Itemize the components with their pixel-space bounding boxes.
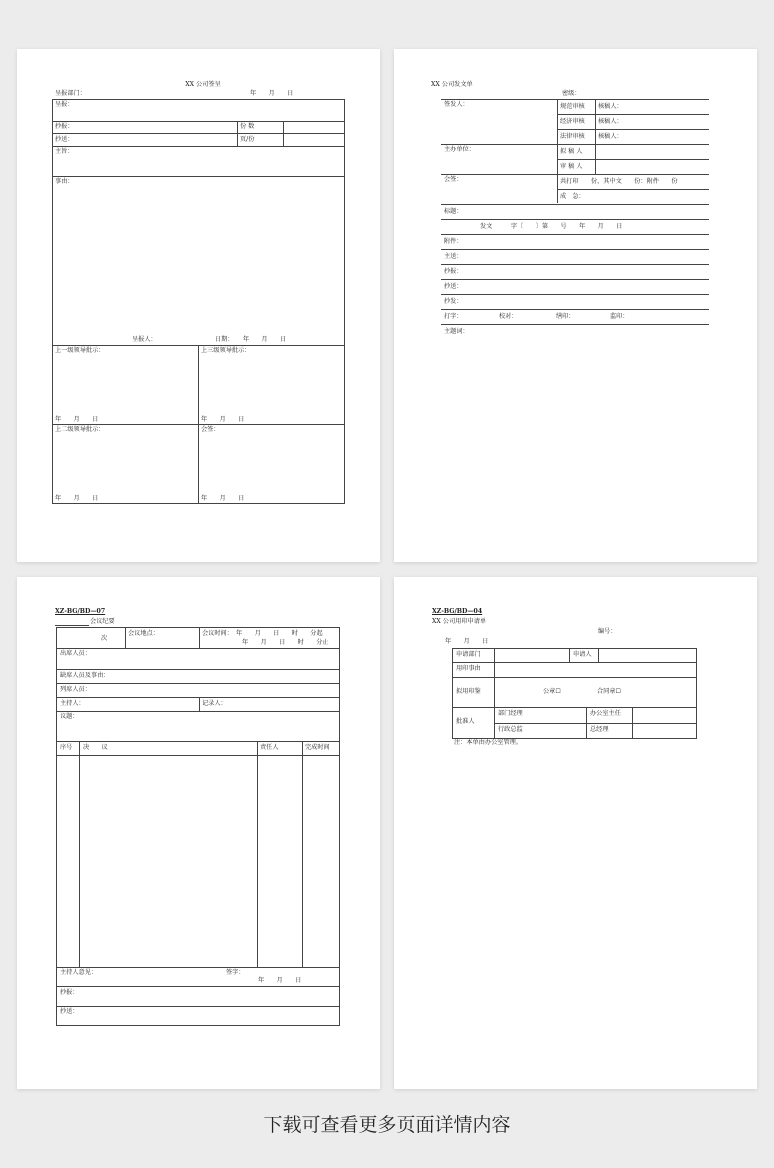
divider [557, 129, 709, 130]
divider [557, 159, 709, 160]
divider [56, 755, 340, 756]
level2-label: 上二级领导批示： [55, 426, 105, 433]
divider [257, 741, 258, 967]
checker-label: 核稿人： [598, 118, 623, 125]
divider [441, 204, 709, 205]
form-page-dispatch [394, 49, 757, 562]
divider [595, 145, 596, 175]
dept-label: 申请部门 [456, 651, 481, 658]
company-seal-option: 公章☐ [543, 688, 561, 695]
divider [441, 99, 709, 100]
legal-review-label: 法律审核 [560, 133, 585, 140]
divider [586, 707, 587, 739]
host-unit-label: 主办单位： [444, 146, 475, 153]
date-line: 年 月 日 [201, 495, 245, 502]
divider [56, 669, 340, 670]
date-line: 年 月 日 [55, 495, 99, 502]
agenda-label: 议题： [60, 713, 79, 720]
report-label: 呈报： [55, 101, 74, 108]
date-line: 年 月 日 [445, 638, 489, 645]
host-opinion-label: 主持人意见： [60, 969, 98, 976]
divider [56, 711, 340, 712]
divider [441, 279, 709, 280]
observers-label: 列席人员： [60, 686, 91, 693]
times-label: 次 [101, 635, 108, 642]
pages-label: 页/份 [240, 136, 255, 143]
checker-label: 核稿人： [598, 133, 623, 140]
sign-date-label: 日期： 年 月 日 [215, 336, 287, 343]
admin-director-label: 行政总监 [498, 726, 523, 733]
divider [52, 146, 345, 147]
divider [441, 324, 709, 325]
col-header-resolution: 决 议 [83, 744, 108, 751]
divider [441, 309, 709, 310]
doc-number-label: 发文 字〔 〕第 号 年 月 日 [480, 223, 623, 230]
divider [557, 189, 709, 190]
col-header-no: 序号 [60, 744, 73, 751]
divider [199, 697, 200, 711]
office-director-label: 办公室主任 [590, 710, 621, 717]
col-header-deadline: 完成时间 [305, 744, 330, 751]
proof-label: 校对： [499, 313, 518, 320]
divider [302, 741, 303, 967]
cc-report-label: 抄报： [444, 268, 463, 275]
dept-manager-label: 部门经理 [498, 710, 523, 717]
divider [441, 219, 709, 220]
general-manager-label: 总经理 [590, 726, 609, 733]
host-label: 主持人： [60, 700, 85, 707]
attendees-label: 出席人员： [60, 650, 91, 657]
divider [79, 741, 80, 967]
note-text: 注：本单由办公室管理。 [454, 739, 523, 746]
typist-label: 打字： [444, 313, 463, 320]
applicant-label: 申请人 [573, 651, 592, 658]
divider [56, 648, 340, 649]
divider [52, 176, 345, 177]
divider [56, 1006, 340, 1007]
divider [557, 114, 709, 115]
divider [494, 723, 697, 724]
seal-print-label: 缮印： [556, 313, 575, 320]
time-end-label: 年 月 日 时 分止 [242, 639, 329, 646]
approver-label: 批准人 [456, 718, 475, 725]
divider [283, 121, 284, 146]
divider [598, 648, 599, 662]
col-header-owner: 责任人 [260, 744, 279, 751]
norm-review-label: 规范审核 [560, 103, 585, 110]
contract-seal-option: 合同章☐ [597, 688, 622, 695]
sign-label: 签字： [226, 969, 245, 976]
divider [441, 144, 709, 145]
blank-line [55, 625, 89, 626]
divider [441, 234, 709, 235]
subject-label: 主旨： [55, 148, 74, 155]
cc-report-label: 抄报： [60, 989, 79, 996]
date-line: 年 月 日 [258, 977, 302, 984]
level3-label: 上三级领导批示： [201, 347, 251, 354]
keywords-label: 主题词： [444, 328, 469, 335]
print-count-label: 共打印 份，其中文 份：附件 份 [560, 178, 678, 185]
seal-type-label: 拟用印鉴 [456, 688, 481, 695]
doc-title-label: 标题： [444, 208, 463, 215]
divider [569, 648, 570, 662]
countersign-label: 会签： [444, 176, 463, 183]
form-page-meeting-minutes [17, 577, 380, 1089]
send-label: 抄送： [55, 136, 74, 143]
form-title: 会议纪要 [90, 618, 115, 625]
absent-label: 缺席人员及事由： [60, 672, 110, 679]
divider [52, 133, 345, 134]
form-page-sign-report [17, 49, 380, 562]
finalize-label: 成 急： [560, 193, 585, 200]
copies-label: 份 数 [240, 123, 255, 130]
divider [595, 99, 596, 144]
purpose-label: 用印事由 [456, 665, 481, 672]
date-label: 年 月 日 [250, 90, 294, 97]
number-label: 编号： [598, 628, 617, 635]
divider [199, 627, 200, 648]
divider [632, 707, 633, 739]
form-code: XZ-BG/BD—07 [55, 608, 106, 615]
form-title: XX 公司发文单 [431, 81, 473, 88]
dept-label: 呈报部门： [55, 90, 86, 97]
date-line: 年 月 日 [201, 416, 245, 423]
form-page-seal-application [394, 577, 757, 1089]
issuer-label: 签发人： [444, 101, 469, 108]
divider [452, 677, 697, 678]
matter-label: 事由： [55, 178, 74, 185]
divider [56, 683, 340, 684]
econ-review-label: 经济审核 [560, 118, 585, 125]
divider [56, 741, 340, 742]
form-title: XX 公司签呈 [185, 81, 221, 88]
divider [52, 121, 345, 122]
divider [56, 986, 340, 987]
reviewer-label: 审 稿 人 [560, 163, 583, 170]
time-start-label: 会议时间： 年 月 日 时 分起 [202, 630, 323, 637]
form-code: XZ-BG/BD—04 [432, 608, 483, 615]
divider [56, 967, 340, 968]
checker-label: 核稿人： [598, 103, 623, 110]
divider [441, 294, 709, 295]
divider [441, 249, 709, 250]
divider [441, 264, 709, 265]
divider [56, 697, 340, 698]
footer-caption: 下载可查看更多页面详情内容 [263, 1114, 511, 1136]
cc-label: 抄报： [55, 123, 74, 130]
divider [452, 662, 697, 663]
cc-issue-label: 抄发： [444, 298, 463, 305]
divider [125, 627, 126, 648]
drafter-label: 拟 稿 人 [560, 148, 583, 155]
level1-label: 上一级领导批示： [55, 347, 105, 354]
monitor-label: 监印： [610, 313, 629, 320]
date-line: 年 月 日 [55, 416, 99, 423]
main-send-label: 主送： [444, 253, 463, 260]
countersign-label: 会签： [201, 426, 220, 433]
divider [198, 345, 199, 504]
recorder-label: 记录人： [202, 700, 227, 707]
form-title: XX 公司用印申请单 [432, 618, 487, 625]
venue-label: 会议地点： [128, 630, 159, 637]
cc-send-label: 抄送： [444, 283, 463, 290]
divider [452, 707, 697, 708]
divider [237, 121, 238, 146]
reporter-label: 呈报人： [132, 336, 157, 343]
cc-send-label: 抄送： [60, 1008, 79, 1015]
attach-label: 附件： [444, 238, 463, 245]
secret-label: 密级： [562, 90, 581, 97]
divider [441, 174, 709, 175]
